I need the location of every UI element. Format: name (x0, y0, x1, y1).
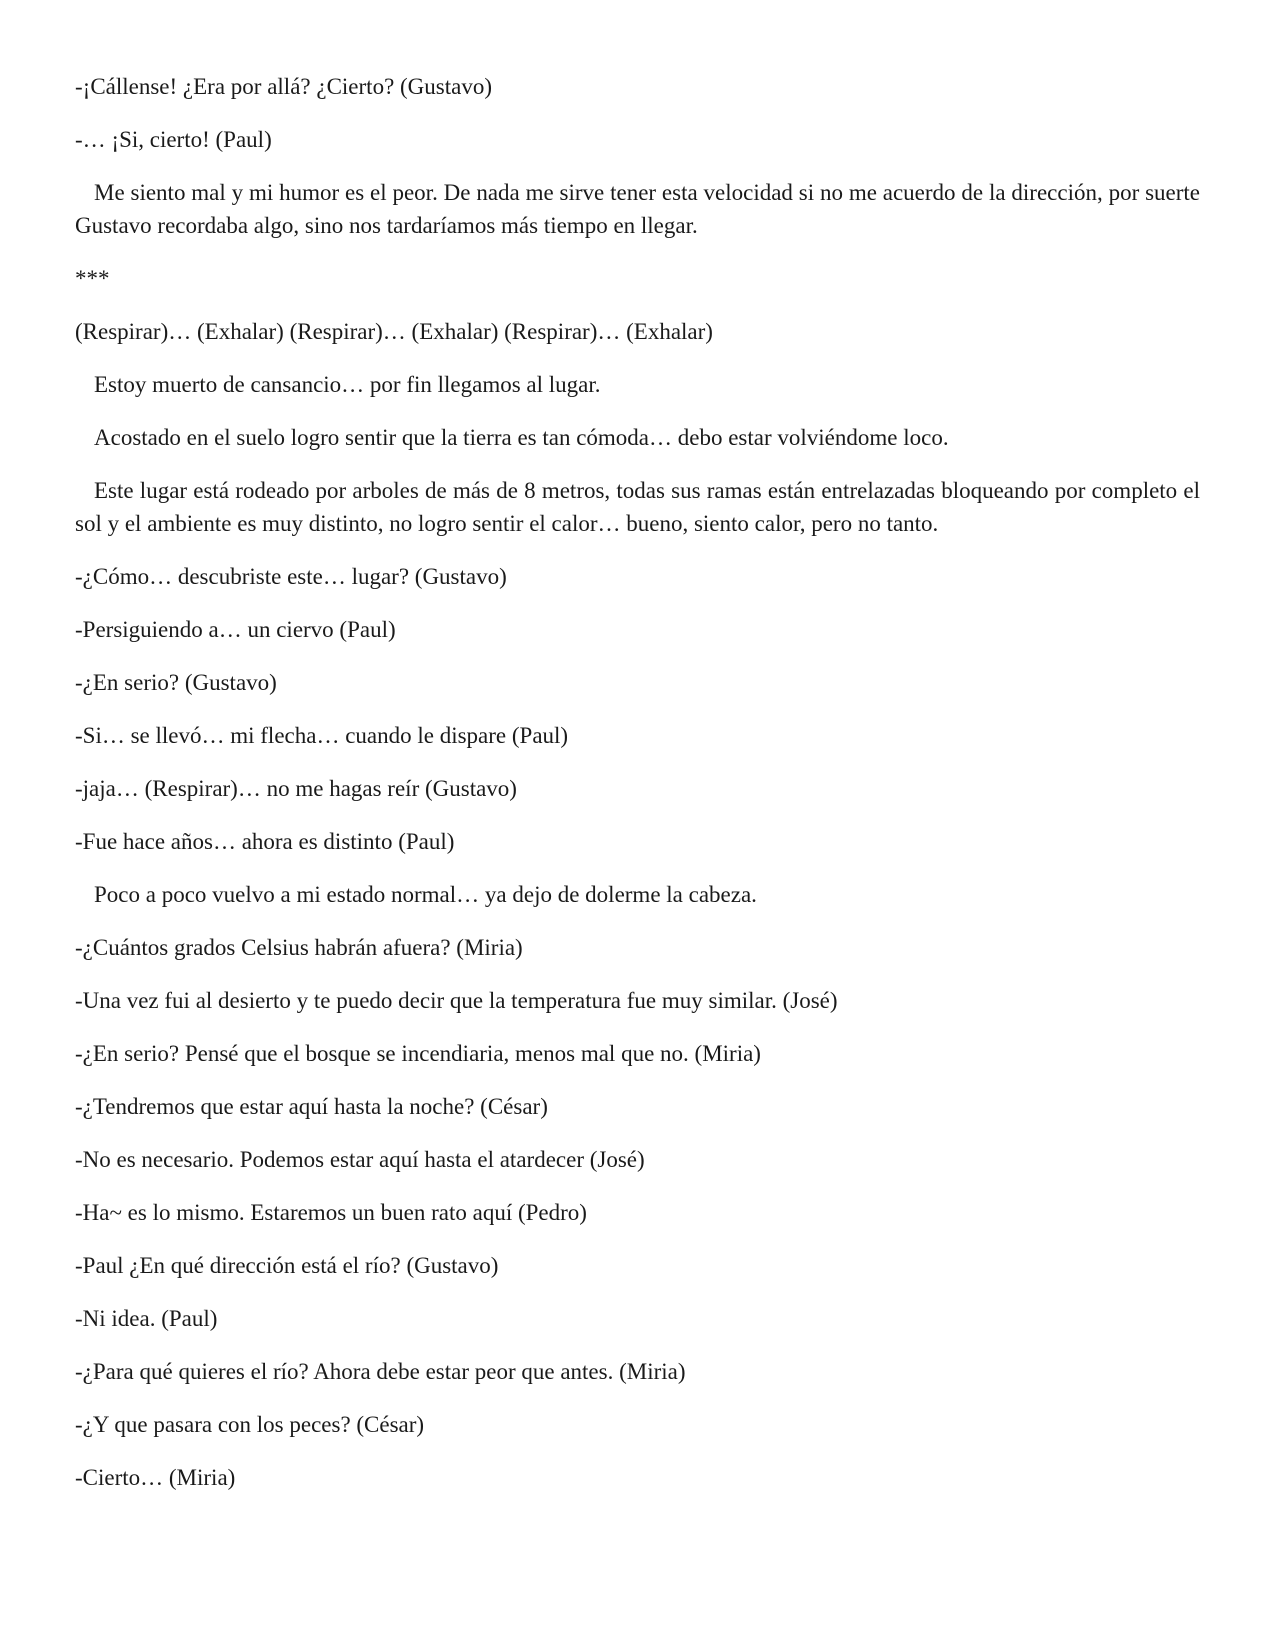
narrative-paragraph: Poco a poco vuelvo a mi estado normal… ya dejo de dolerme la cabeza. (94, 882, 757, 907)
narrative-paragraph: Acostado en el suelo logro sentir que la tierra es tan cómoda… debo estar volviéndome loco. (94, 425, 949, 450)
dialogue-line: -¿Y que pasara con los peces? (César) (75, 1412, 425, 1437)
dialogue-line: -¿Cómo… descubriste este… lugar? (Gustavo) (75, 564, 507, 589)
document-page (75, 70, 1200, 1514)
dialogue-line: -¿En serio? Pensé que el bosque se incendiaria, menos mal que no. (Miria) (75, 1041, 761, 1066)
breathing-line: (Respirar)… (Exhalar) (Respirar)… (Exhalar) (Respirar)… (Exhalar) (75, 319, 713, 344)
dialogue-line: -Fue hace años… ahora es distinto (Paul) (75, 829, 455, 854)
dialogue-line: -Paul ¿En qué dirección está el río? (Gustavo) (75, 1253, 499, 1278)
dialogue-line: -… ¡Si, cierto! (Paul) (75, 127, 272, 152)
narrative-paragraph: Me siento mal y mi humor es el peor. De nada me sirve tener esta velocidad si no me acuerdo de la dirección, por suerte Gustavo recordaba algo, sino nos tardaríamos más tiempo en llegar. (75, 180, 1200, 238)
dialogue-line: -jaja… (Respirar)… no me hagas reír (Gustavo) (75, 776, 517, 801)
dialogue-line: -¿En serio? (Gustavo) (75, 670, 277, 695)
dialogue-line: -¿Para qué quieres el río? Ahora debe estar peor que antes. (Miria) (75, 1359, 686, 1384)
dialogue-line: -Cierto… (Miria) (75, 1465, 236, 1490)
dialogue-line: -Ni idea. (Paul) (75, 1306, 218, 1331)
dialogue-line: -Persiguiendo a… un ciervo (Paul) (75, 617, 396, 642)
dialogue-line: -Una vez fui al desierto y te puedo decir que la temperatura fue muy similar. (José) (75, 988, 838, 1013)
dialogue-line: -¡Cállense! ¿Era por allá? ¿Cierto? (Gustavo) (75, 74, 492, 99)
dialogue-line: -¿Cuántos grados Celsius habrán afuera? (Miria) (75, 935, 523, 960)
scene-break: *** (75, 266, 110, 291)
dialogue-line: -¿Tendremos que estar aquí hasta la noche? (César) (75, 1094, 548, 1119)
dialogue-line: -No es necesario. Podemos estar aquí hasta el atardecer (José) (75, 1147, 645, 1172)
narrative-paragraph: Este lugar está rodeado por arboles de más de 8 metros, todas sus ramas están entrelazadas bloqueando por completo el sol y el ambiente es muy distinto, no logro sentir el calor… bueno, siento calor, pero no tanto. (75, 478, 1200, 536)
dialogue-line: -Ha~ es lo mismo. Estaremos un buen rato aquí (Pedro) (75, 1200, 587, 1225)
narrative-paragraph: Estoy muerto de cansancio… por fin llegamos al lugar. (94, 372, 601, 397)
dialogue-line: -Si… se llevó… mi flecha… cuando le dispare (Paul) (75, 723, 569, 748)
